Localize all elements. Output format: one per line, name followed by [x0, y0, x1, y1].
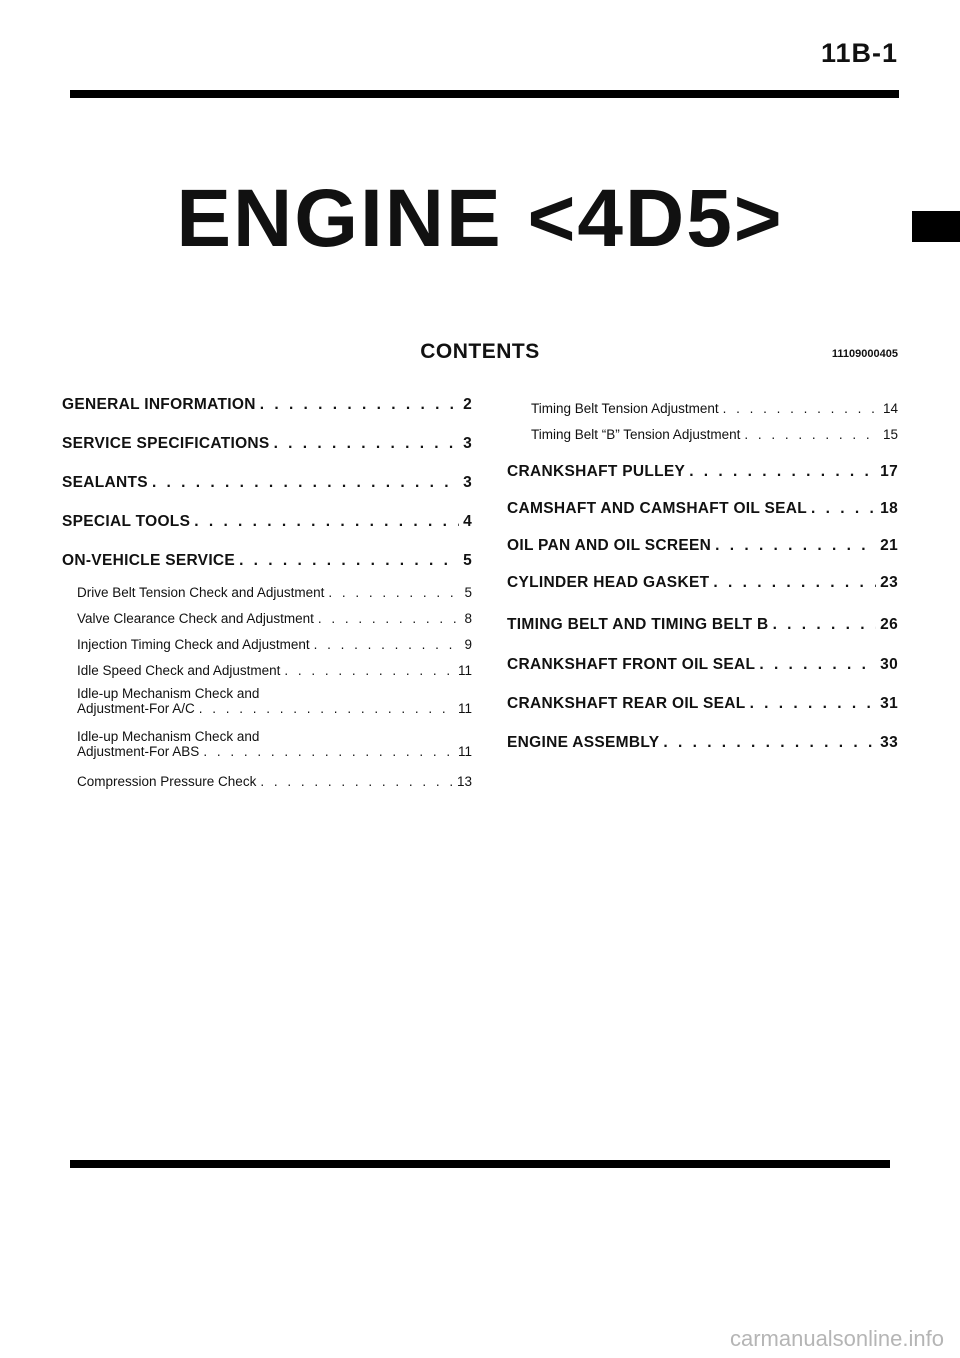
dot-leader: [744, 427, 879, 442]
toc-entry-title: Compression Pressure Check: [77, 774, 257, 789]
dot-leader: [318, 611, 461, 626]
toc-entry-idle-up-abs[interactable]: [62, 729, 472, 759]
dot-leader: [203, 744, 454, 759]
toc-entry-title: SEALANTS: [62, 474, 148, 491]
toc-entry-title: Drive Belt Tension Check and Adjustment: [77, 585, 325, 600]
toc-entry-title: Idle Speed Check and Adjustment: [77, 663, 281, 678]
toc-entry-service-specifications[interactable]: [62, 435, 472, 453]
toc-entry-compression-pressure[interactable]: [62, 774, 472, 789]
toc-entry-page: 21: [880, 537, 898, 554]
toc-entry-oil-pan[interactable]: [507, 537, 898, 555]
contents-heading: CONTENTS: [420, 340, 540, 363]
toc-entry-sealants[interactable]: [62, 474, 472, 492]
toc-entry-page: 9: [464, 637, 472, 652]
toc-entry-page: 4: [463, 513, 472, 530]
toc-entry-page: 11: [457, 701, 472, 716]
toc-entry-title: CRANKSHAFT REAR OIL SEAL: [507, 695, 746, 712]
toc-entry-title: OIL PAN AND OIL SCREEN: [507, 537, 712, 554]
toc-entry-page: 31: [880, 695, 898, 712]
toc-entry-page: 11: [457, 663, 472, 678]
toc-entry-on-vehicle-service[interactable]: [62, 552, 472, 570]
toc-entry-page: 8: [464, 611, 472, 626]
toc-entry-injection-timing[interactable]: [62, 637, 472, 652]
dot-leader: [759, 656, 876, 674]
dot-leader: [811, 500, 876, 518]
dot-leader: [314, 637, 461, 652]
dot-leader: [713, 574, 876, 592]
dot-leader: [260, 774, 453, 789]
toc-entry-timing-belt-b-tension[interactable]: [507, 427, 898, 442]
toc-entry-page: 3: [463, 435, 472, 452]
toc-entry-title: CAMSHAFT AND CAMSHAFT OIL SEAL: [507, 500, 808, 517]
toc-entry-page: 23: [880, 574, 898, 591]
toc-entry-title: GENERAL INFORMATION: [62, 396, 256, 413]
toc-entry-page: 3: [463, 474, 472, 491]
toc-entry-title: ON-VEHICLE SERVICE: [62, 552, 236, 569]
toc-entry-idle-up-ac[interactable]: [62, 686, 472, 716]
toc-entry-title: ENGINE ASSEMBLY: [507, 734, 660, 751]
toc-entry-cylinder-head-gasket[interactable]: [507, 574, 898, 592]
dot-leader: [328, 585, 460, 600]
dot-leader: [750, 695, 877, 713]
toc-entry-crankshaft-pulley[interactable]: [507, 463, 898, 481]
toc-entry-title: SPECIAL TOOLS: [62, 513, 191, 530]
toc-entry-title: SERVICE SPECIFICATIONS: [62, 435, 270, 452]
toc-entry-camshaft-oil-seal[interactable]: [507, 500, 898, 518]
toc-entry-title-line2: Adjustment-For ABS: [77, 744, 200, 759]
toc-entry-valve-clearance[interactable]: [62, 611, 472, 626]
dot-leader: [723, 401, 879, 416]
toc-entry-page: 5: [463, 552, 472, 569]
watermark: carmanualsonline.info: [729, 1326, 944, 1351]
toc-entry-page: 33: [880, 734, 898, 751]
toc-entry-title-line2: Adjustment-For A/C: [77, 701, 195, 716]
page-title: ENGINE <4D5>: [176, 173, 784, 264]
toc-entry-page: 5: [464, 585, 472, 600]
page-number: 11B-1: [820, 38, 898, 68]
toc-entry-drive-belt-tension[interactable]: [62, 585, 472, 600]
toc-entry-page: 15: [882, 427, 898, 442]
toc-entry-timing-belt-tension[interactable]: [507, 401, 898, 416]
dot-leader: [260, 396, 459, 414]
toc-entry-title: Valve Clearance Check and Adjustment: [77, 611, 314, 626]
dot-leader: [689, 463, 876, 481]
toc-entry-page: 18: [880, 500, 898, 517]
toc-entry-title: Injection Timing Check and Adjustment: [77, 637, 310, 652]
toc-entry-crankshaft-front-oil-seal[interactable]: [507, 656, 898, 674]
toc-entry-idle-speed[interactable]: [62, 663, 472, 678]
toc-entry-title-line1: Idle-up Mechanism Check and: [77, 729, 260, 744]
toc-entry-timing-belt[interactable]: [507, 616, 898, 634]
toc-entry-engine-assembly[interactable]: [507, 734, 898, 752]
toc-entry-title: CYLINDER HEAD GASKET: [507, 574, 710, 591]
dot-leader: [773, 616, 877, 634]
toc-entry-title-line1: Idle-up Mechanism Check and: [77, 686, 260, 701]
dot-leader: [199, 701, 454, 716]
toc-entry-title: CRANKSHAFT PULLEY: [507, 463, 686, 480]
dot-leader: [663, 734, 876, 752]
dot-leader: [194, 513, 459, 531]
document-code: 11109000405: [831, 348, 898, 360]
toc-entry-page: 26: [880, 616, 898, 633]
dot-leader: [274, 435, 460, 453]
dot-leader: [284, 663, 454, 678]
toc-entry-special-tools[interactable]: [62, 513, 472, 531]
toc-entry-title: TIMING BELT AND TIMING BELT B: [507, 616, 769, 633]
toc-entry-page: 30: [880, 656, 898, 673]
dot-leader: [239, 552, 459, 570]
toc-entry-page: 2: [463, 396, 472, 413]
toc-entry-title: Timing Belt Tension Adjustment: [531, 401, 719, 416]
toc-entry-title: CRANKSHAFT FRONT OIL SEAL: [507, 656, 756, 673]
bottom-divider: [70, 1160, 890, 1168]
toc-entry-page: 11: [457, 744, 472, 759]
top-divider: [70, 90, 899, 98]
dot-leader: [715, 537, 876, 555]
toc-entry-crankshaft-rear-oil-seal[interactable]: [507, 695, 898, 713]
dot-leader: [152, 474, 459, 492]
toc-entry-page: 14: [882, 401, 898, 416]
toc-entry-page: 17: [880, 463, 898, 480]
toc-entry-page: 13: [456, 774, 472, 789]
toc-entry-general-information[interactable]: [62, 396, 472, 414]
toc-entry-title: Timing Belt “B” Tension Adjustment: [531, 427, 741, 442]
